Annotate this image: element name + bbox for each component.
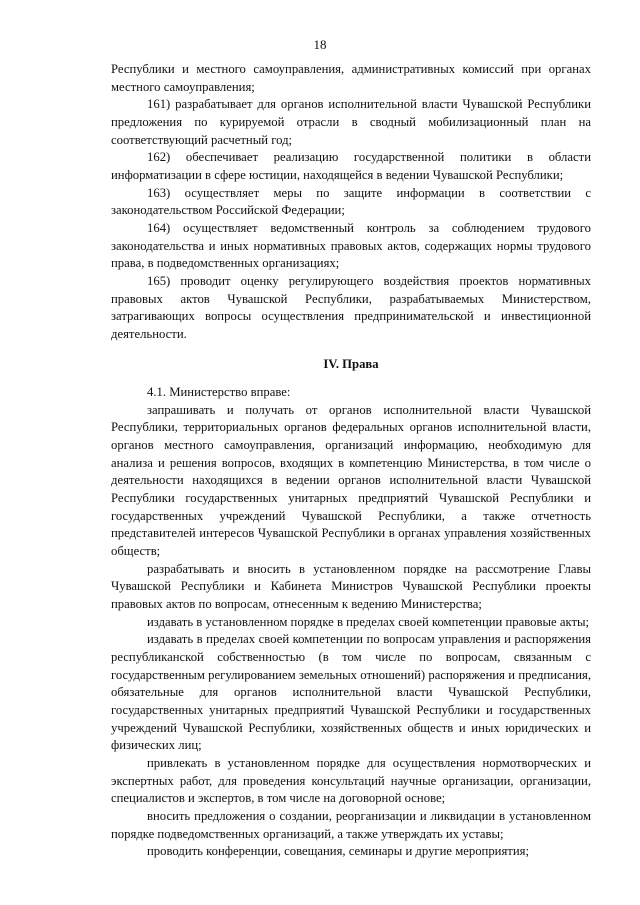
paragraph: разрабатывать и вносить в установленном порядке на рассмотрение Главы Чувашской Республики и Кабинета Министров Чувашской Республики проекты правовых актов по вопросам, отнесенным к ведению Министерства; (111, 561, 591, 612)
paragraph: издавать в установленном порядке в пределах своей компетенции правовые акты; (147, 614, 590, 629)
paragraph: запрашивать и получать от органов исполнительной власти Чувашской Республики, территориальных органов федеральных органов исполнительной власти, органов местного самоуправления, организаций информацию, необходимую для анализа и решения вопросов, входящих в компетенцию Министерства, в том числе о деятельности находящихся в ведении органов исполнительной власти Чувашской Республики государственных унитарных предприятий Чувашской Республики и государственных учреждений Чувашской Республики, а также отчетность представителей интересов Чувашской Республики в органах управления хозяйственных обществ; (111, 402, 591, 559)
paragraph: 161) разрабатывает для органов исполнительной власти Чувашской Республики предложения по курируемой отрасли в сводный мобилизационный план на соответствующий расчетный год; (111, 97, 591, 147)
paragraphs-bottom (111, 384, 591, 861)
paragraph: 165) проводит оценку регулирующего воздействия проектов нормативных правовых актов Чувашской Республики, разрабатываемых Министерством, затрагивающих вопросы осуществления предпринимательской и инвестиционной деятельности. (111, 273, 591, 341)
document-body (111, 61, 591, 861)
page-number: 18 (313, 37, 327, 52)
paragraph: 163) осуществляет меры по защите информации в соответствии с законодательством Российской Федерации; (111, 185, 591, 218)
paragraph: издавать в пределах своей компетенции по вопросам управления и распоряжения республиканской собственностью (в том числе по вопросам, связанным с государственным регулированием земельных отношений) распоряжения и предписания, обязательные для органов исполнительной власти Чувашской Республики, государственных унитарных предприятий Чувашской Республики и государственных учреждений Чувашской Республики, хозяйственных обществ и иных юридических и физических лиц; (111, 632, 591, 753)
paragraph: 162) обеспечивает реализацию государственной политики в области информатизации в сфере юстиции, находящейся в ведении Чувашской Республики; (111, 150, 591, 182)
paragraph: вносить предложения о создании, реорганизации и ликвидации в установленном порядке подведомственных организаций, а также утверждать их уставы; (111, 808, 591, 841)
paragraph: проводить конференции, совещания, семинары и другие мероприятия; (147, 844, 530, 859)
paragraph: привлекать в установленном порядке для осуществления нормотворческих и экспертных работ, для проведения консультаций научные организации, организации, специалистов и экспертов, в том числе на договорной основе; (111, 755, 591, 806)
paragraph: 4.1. Министерство вправе: (147, 385, 291, 400)
section-heading: IV. Права (323, 356, 379, 371)
paragraph: Республики и местного самоуправления, административных комиссий при органах местного самоуправления; (111, 62, 591, 94)
paragraphs-top (111, 61, 591, 344)
paragraph: 164) осуществляет ведомственный контроль за соблюдением трудового законодательства и иных нормативных правовых актов, содержащих нормы трудового права, в подведомственных организациях; (111, 220, 591, 271)
